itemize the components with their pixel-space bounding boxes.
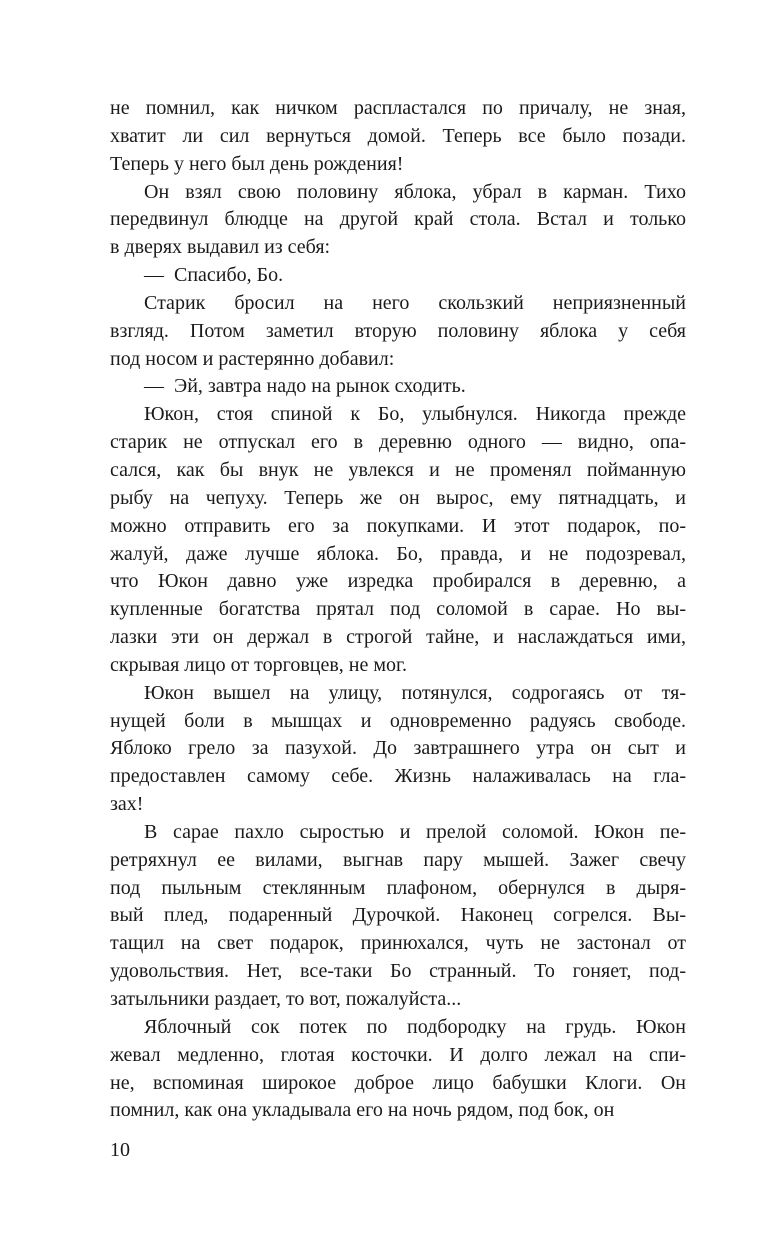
text-line: Он взял свою половину яблока, убрал в карман. Тихо bbox=[144, 180, 686, 203]
text-line: Юкон, стоя спиной к Бо, улыбнулся. Никогда прежде bbox=[144, 403, 686, 426]
page-text bbox=[110, 95, 686, 1125]
text-line: под носом и растерянно добавил: bbox=[110, 347, 395, 370]
text-line: старик не отпускал его в деревню одного — видно, опа- bbox=[110, 431, 686, 454]
text-line: можно отправить его за покупками. И этот подарок, по- bbox=[110, 514, 686, 537]
text-line: Яблоко грело за пазухой. До завтрашнего утра он сыт и bbox=[110, 737, 686, 760]
text-line: Яблочный сок потек по подбородку на грудь. Юкон bbox=[144, 1015, 686, 1038]
text-line: затыльники раздает, то вот, пожалуйста... bbox=[110, 988, 462, 1010]
text-line: передвинул блюдце на другой край стола. Встал и только bbox=[110, 208, 686, 231]
text-line: В сарае пахло сыростью и прелой соломой. Юкон пе- bbox=[144, 820, 686, 843]
text-line: под пыльным стеклянным плафоном, обернулся в дыря- bbox=[110, 876, 686, 899]
text-line: скрывая лицо от торговцев, не мог. bbox=[110, 653, 407, 676]
text-line: что Юкон давно уже изредка пробирался в деревню, а bbox=[110, 570, 686, 593]
text-line: нущей боли в мышцах и одновременно радуясь свободе. bbox=[110, 709, 686, 732]
text-line: купленные богатства прятал под соломой в сарае. Но вы- bbox=[110, 598, 686, 621]
text-line: — Эй, завтра надо на рынок сходить. bbox=[144, 375, 466, 398]
text-line: вый плед, подаренный Дурочкой. Наконец согрелся. Вы- bbox=[110, 904, 686, 927]
text-line: рыбу на чепуху. Теперь же он вырос, ему пятнадцать, и bbox=[110, 486, 686, 509]
text-line: лазки эти он держал в строгой тайне, и наслаждаться ими, bbox=[110, 626, 686, 649]
text-line: — Спасибо, Бо. bbox=[144, 264, 284, 287]
text-line: зах! bbox=[110, 793, 144, 816]
text-line: Старик бросил на него скользкий неприязненный bbox=[144, 291, 686, 314]
text-line: предоставлен самому себе. Жизнь налаживалась на гла- bbox=[110, 765, 686, 788]
text-line: ретряхнул ее вилами, выгнав пару мышей. Зажег свечу bbox=[110, 848, 686, 871]
text-line: не помнил, как ничком распластался по причалу, не зная, bbox=[110, 97, 686, 119]
text-line: Теперь у него был день рождения! bbox=[110, 152, 404, 175]
page-number: 10 bbox=[110, 1139, 130, 1161]
text-line: жевал медленно, глотая косточки. И долго лежал на спи- bbox=[110, 1043, 686, 1066]
text-line: не, вспоминая широкое доброе лицо бабушки Клоги. Он bbox=[110, 1071, 686, 1094]
text-line: жалуй, даже лучше яблока. Бо, правда, и не подозревал, bbox=[110, 542, 686, 565]
text-line: помнил, как она укладывала его на ночь рядом, под бок, он bbox=[110, 1099, 615, 1122]
text-line: в дверях выдавил из себя: bbox=[110, 236, 331, 259]
text-line: хватит ли сил вернуться домой. Теперь все было позади. bbox=[110, 124, 686, 147]
text-line: сался, как бы внук не увлекся и не променял пойманную bbox=[110, 458, 686, 481]
text-line: тащил на свет подарок, принюхался, чуть не застонал от bbox=[110, 932, 686, 955]
text-line: Юкон вышел на улицу, потянулся, содрогаясь от тя- bbox=[144, 681, 686, 704]
text-line: взгляд. Потом заметил вторую половину яблока у себя bbox=[110, 319, 686, 342]
text-line: удовольствия. Нет, все-таки Бо странный. То гоняет, под- bbox=[110, 960, 686, 983]
